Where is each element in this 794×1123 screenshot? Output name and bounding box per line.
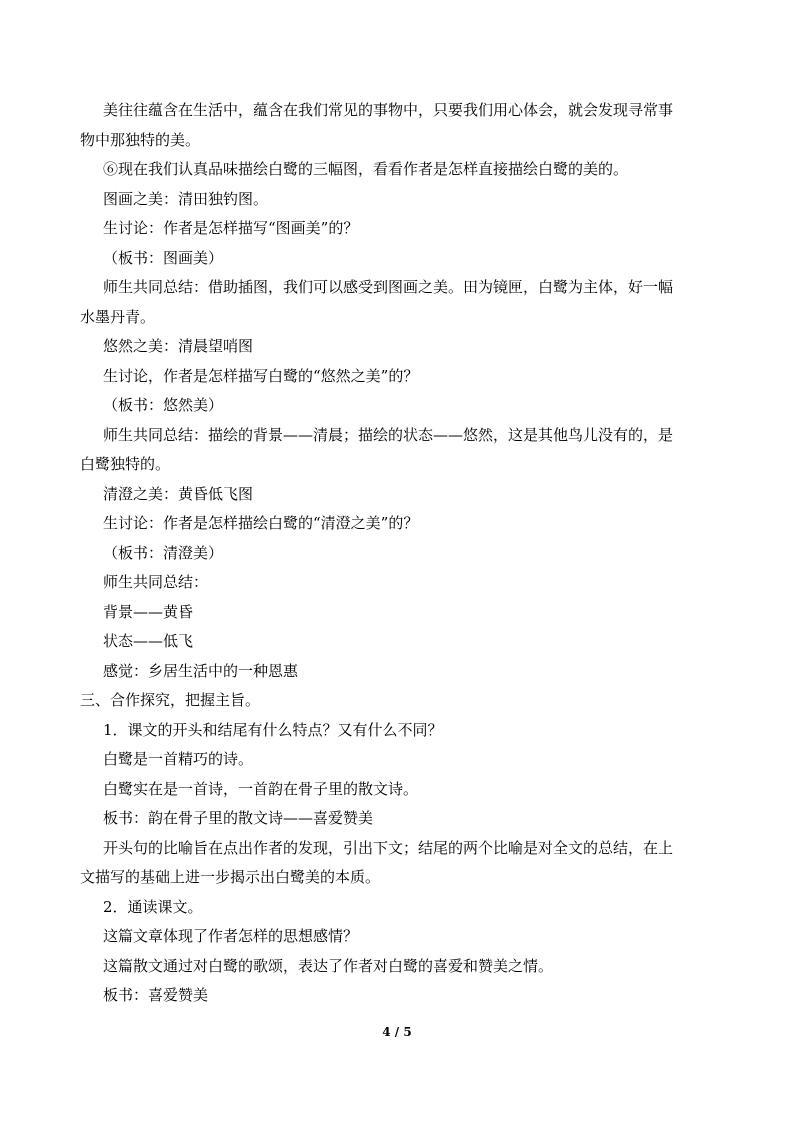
paragraph-line: 师生共同总结： <box>103 573 209 591</box>
paragraph-line: 这篇文章体现了作者怎样的思想感情？ <box>103 927 359 945</box>
paragraph-line: 状态——低飞 <box>103 632 194 650</box>
paragraph-line: 白鹭独特的。 <box>80 455 171 473</box>
paragraph-line: 板书：韵在骨子里的散文诗——喜爱赞美 <box>103 809 374 827</box>
paragraph-line: 白鹭实在是一首诗，一首韵在骨子里的散文诗。 <box>103 780 419 798</box>
paragraph-line: 开头句的比喻旨在点出作者的发现，引出下文；结尾的两个比喻是对全文的总结，在上 <box>103 839 674 857</box>
paragraph-line: 白鹭是一首精巧的诗。 <box>103 750 254 768</box>
paragraph-line: 图画之美：清田独钓图。 <box>103 190 269 208</box>
paragraph-line: （板书：清澄美） <box>103 544 224 562</box>
paragraph-line: 板书：喜爱赞美 <box>103 986 209 1004</box>
paragraph-line: （板书：图画美） <box>103 249 224 267</box>
paragraph-line: 生讨论：作者是怎样描写“图画美”的？ <box>103 219 359 237</box>
paragraph-line: 感觉：乡居生活中的一种恩惠 <box>103 662 299 680</box>
paragraph-line: 师生共同总结：借助插图，我们可以感受到图画之美。田为镜匣，白鹭为主体，好一幅 <box>103 278 674 296</box>
paragraph-line: 水墨丹青。 <box>80 308 156 326</box>
paragraph-line: 悠然之美：清晨望哨图 <box>103 337 254 355</box>
paragraph-line: 物中那独特的美。 <box>80 131 201 149</box>
paragraph-line: 生讨论，作者是怎样描写白鹭的“悠然之美”的？ <box>103 367 419 385</box>
paragraph-line: 清澄之美：黄昏低飞图 <box>103 485 254 503</box>
section-heading: 三、合作探究，把握主旨。 <box>80 691 261 709</box>
paragraph-line: 师生共同总结：描绘的背景——清晨；描绘的状态——悠然，这是其他鸟儿没有的，是 <box>103 426 674 444</box>
paragraph-line: ⑥现在我们认真品味描绘白鹭的三幅图，看看作者是怎样直接描绘白鹭的美的。 <box>103 160 629 178</box>
page-number: 4 / 5 <box>382 1025 412 1039</box>
paragraph-line: 2．通读课文。 <box>103 898 203 916</box>
paragraph-line: 文描写的基础上进一步揭示出白鹭美的本质。 <box>80 868 381 886</box>
paragraph-line: 这篇散文通过对白鹭的歌颂，表达了作者对白鹭的喜爱和赞美之情。 <box>103 957 554 975</box>
paragraph-line: 生讨论：作者是怎样描绘白鹭的“清澄之美”的？ <box>103 514 419 532</box>
paragraph-line: 美往往蕴含在生活中，蕴含在我们常见的事物中，只要我们用心体会，就会发现寻常事 <box>103 101 674 119</box>
paragraph-line: 1．课文的开头和结尾有什么特点？又有什么不同？ <box>103 721 443 739</box>
paragraph-line: （板书：悠然美） <box>103 396 224 414</box>
paragraph-line: 背景——黄昏 <box>103 603 194 621</box>
